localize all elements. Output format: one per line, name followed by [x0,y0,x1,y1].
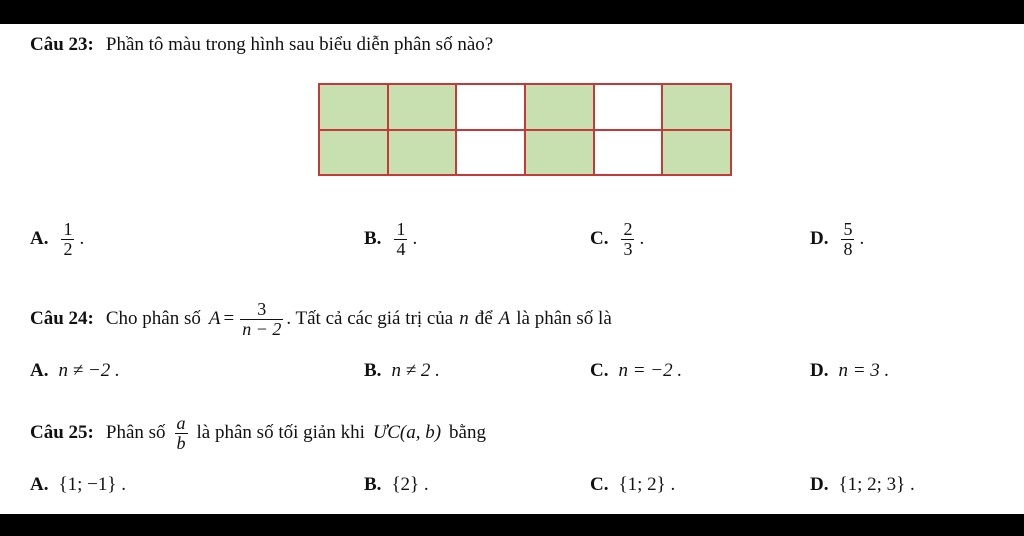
option-text: n ≠ −2 . [58,360,120,381]
option-fraction [841,220,854,259]
question-24-text-end: là phân số là [516,308,612,330]
q24-option-b[interactable] [364,360,440,382]
option-text: n ≠ 2 . [391,360,440,381]
grid-cell-empty [457,85,524,129]
grid-cell-empty [595,131,662,175]
option-letter: C. [590,474,609,495]
q25-option-a[interactable] [30,474,126,496]
question-24 [30,300,612,339]
variable-a-2: A [498,308,511,330]
q25-option-d[interactable] [810,474,915,496]
option-letter: D. [810,360,829,381]
option-text: n = 3 . [838,360,890,381]
q25-option-b[interactable] [364,474,429,496]
question-23 [30,34,493,56]
question-24-text-mid: để [474,308,493,330]
option-text: {2} . [391,474,429,495]
grid-cell-empty [457,131,524,175]
fraction-numerator: 1 [396,219,406,239]
fraction-denominator: n − 2 [242,318,282,339]
question-25-text-end: bằng [449,422,486,444]
common-divisor-expression: ƯC(a, b) [372,422,442,444]
grid-cell-shaded [663,131,730,175]
grid-cell-shaded [526,85,593,129]
bottom-letterbox-bar [0,514,1024,536]
option-fraction [621,220,634,259]
question-23-text: Phần tô màu trong hình sau biểu diễn phân số nào? [105,34,494,55]
fraction-denominator: 4 [396,238,406,259]
option-letter: D. [810,474,829,495]
grid-cell-shaded [389,131,456,175]
question-25-text-mid: là phân số tối giản khi [196,422,365,444]
q24-option-d[interactable] [810,360,889,382]
option-period: . [859,228,865,250]
fraction-numerator: 1 [63,219,73,239]
fraction-denominator: 8 [843,238,853,259]
option-fraction [61,220,74,259]
variable-a: A [208,308,221,330]
fraction-numerator: 2 [623,219,633,239]
fraction-denominator: 3 [623,238,633,259]
option-text: n = −2 . [618,360,683,381]
question-24-label: Câu 24: [30,308,94,330]
question-24-text-after: . Tất cả các giá trị của [286,308,454,330]
option-period: . [79,228,85,250]
option-letter: A. [30,360,49,381]
option-letter: A. [30,474,49,495]
option-text: {1; 2; 3} . [838,474,915,495]
fraction-denominator: b [176,432,186,453]
grid-cell-shaded [526,131,593,175]
q23-option-b[interactable] [364,220,417,259]
question-24-text-before: Cho phân số [105,308,201,330]
option-period: . [639,228,645,250]
question-25-label: Câu 25: [30,422,94,444]
fraction-numerator: 5 [843,219,853,239]
fraction-3-over-n-minus-2 [240,300,283,339]
option-letter: C. [590,228,609,250]
q23-option-d[interactable] [810,220,864,259]
question-23-label: Câu 23: [30,34,94,55]
shaded-fraction-grid [318,83,732,176]
option-letter: D. [810,228,829,250]
option-letter: A. [30,228,49,250]
grid-cell-shaded [389,85,456,129]
grid-cell-shaded [320,131,387,175]
q25-option-c[interactable] [590,474,675,496]
fraction-a-over-b [175,414,188,453]
option-fraction [394,220,407,259]
grid-cell-empty [595,85,662,129]
option-letter: B. [364,228,382,250]
option-text: {1; −1} . [58,474,126,495]
question-25 [30,414,486,453]
grid-cell-shaded [320,85,387,129]
option-letter: B. [364,474,382,495]
q24-option-a[interactable] [30,360,120,382]
fraction-numerator: a [176,413,186,433]
question-25-text-before: Phân số [105,422,166,444]
option-text: {1; 2} . [618,474,676,495]
grid-cell-shaded [663,85,730,129]
variable-n: n [459,308,469,330]
q23-option-c[interactable] [590,220,644,259]
option-letter: B. [364,360,382,381]
equals-sign: = [223,308,235,330]
top-letterbox-bar [0,0,1024,24]
option-period: . [412,228,418,250]
option-letter: C. [590,360,609,381]
q24-option-c[interactable] [590,360,682,382]
q23-option-a[interactable] [30,220,84,259]
fraction-denominator: 2 [63,238,73,259]
fraction-numerator: 3 [257,299,267,319]
